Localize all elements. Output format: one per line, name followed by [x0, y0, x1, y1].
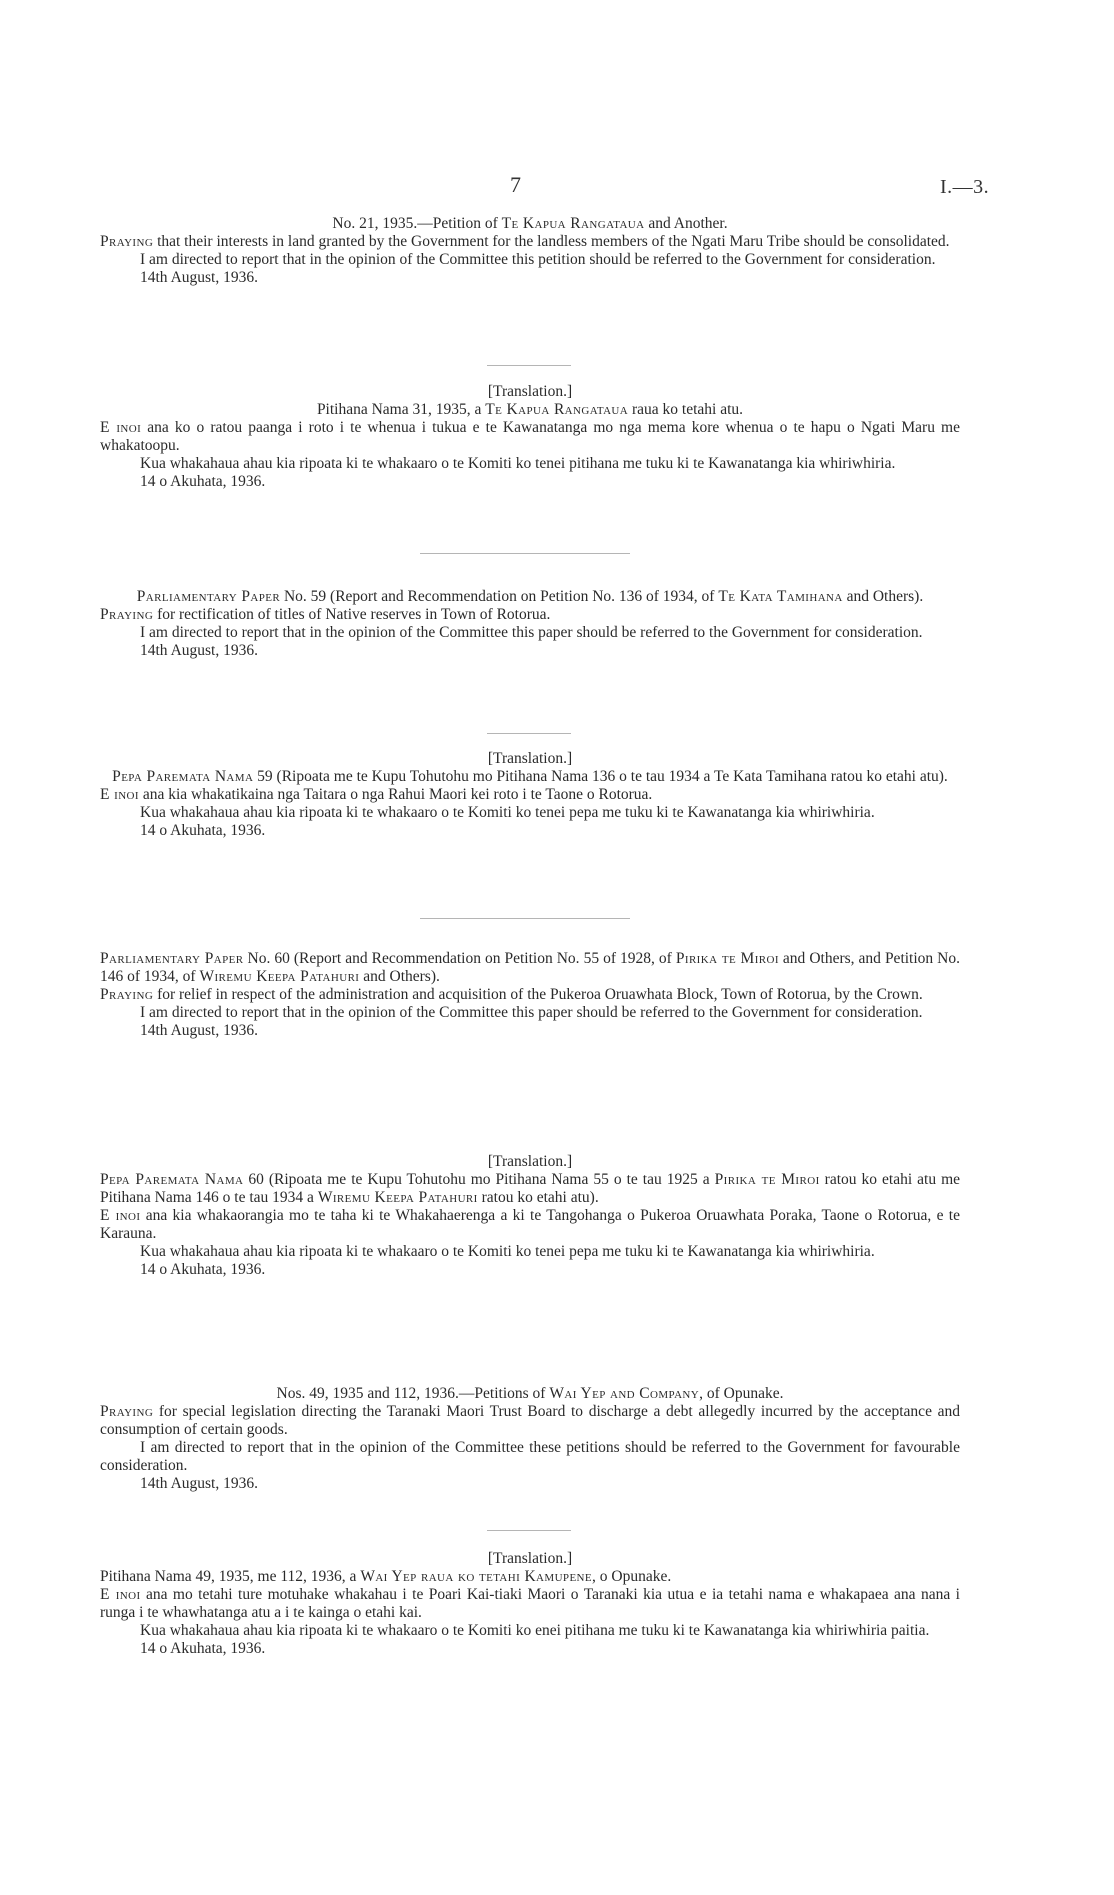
praying-paragraph: E inoi ana kia whakatikaina nga Taitara o nga Rahui Maori kei roto i te Taone o Rotorua.: [100, 786, 653, 803]
section-title: Pitihana Nama 49, 1935, me 112, 1936, a Wai Yep raua ko tetahi Kamupene, o Opunake.: [100, 1568, 672, 1585]
praying-paragraph: Praying that their interests in land granted by the Government for the landless members of the Ngati Maru Tribe should be consolidated.: [100, 233, 950, 250]
praying-paragraph: Praying for relief in respect of the administration and acquisition of the Pukeroa Oruawhata Block, Town of Rotorua, by the Crown.: [100, 986, 923, 1003]
petition-section: [100, 588, 960, 660]
section-date: 14 o Akuhata, 1936.: [140, 822, 266, 839]
petition-section: [100, 215, 960, 287]
section-divider: [487, 733, 571, 734]
section-title: Parliamentary Paper No. 59 (Report and Recommendation on Petition No. 136 of 1934, of Te Kata Tamihana and Others).: [136, 588, 924, 605]
translation-label: [Translation.]: [487, 750, 573, 767]
section-title: No. 21, 1935.—Petition of Te Kapua Rangataua and Another.: [332, 215, 728, 232]
section-date: 14th August, 1936.: [140, 1022, 258, 1039]
translation-section: [100, 1550, 960, 1658]
paper-reference: I.—3.: [940, 176, 990, 198]
section-divider: [420, 918, 630, 919]
section-date: 14th August, 1936.: [140, 642, 258, 659]
praying-paragraph: E inoi ana kia whakaorangia mo te taha ki te Whakahaerenga a ki te Tangohanga o Pukeroa Oruawhata Poraka, Taone o Rotorua, e te Karauna.: [100, 1207, 960, 1242]
directed-paragraph: I am directed to report that in the opinion of the Committee these petitions should be referred to the Government for favourable consideration.: [100, 1439, 960, 1474]
section-date: 14 o Akuhata, 1936.: [140, 1261, 266, 1278]
section-title: Pepa Paremata Nama 60 (Ripoata me te Kupu Tohutohu mo Pitihana Nama 55 o te tau 1925 a Pirika te Miroi ratou ko etahi atu me Pitihana Nama 146 o te tau 1934 a Wiremu Keepa Patahuri ratou ko etahi atu).: [100, 1171, 961, 1206]
praying-paragraph: Praying for special legislation directing the Taranaki Maori Trust Board to discharge a debt allegedly incurred by the acceptance and consumption of certain goods.: [100, 1403, 960, 1438]
directed-paragraph: Kua whakahaua ahau kia ripoata ki te whakaaro o te Komiti ko tenei pepa me tuku ki te Kawanatanga kia whiriwhiria.: [140, 1243, 875, 1260]
section-title: Nos. 49, 1935 and 112, 1936.—Petitions of Wai Yep and Company, of Opunake.: [276, 1385, 784, 1402]
praying-paragraph: E inoi ana mo tetahi ture motuhake whakahau i te Poari Kai-tiaki Maori o Taranaki kia utua e ia tetahi nama e whakapaea ana nana i runga i te whawhatanga atu a i te kainga o etahi kai.: [100, 1586, 960, 1621]
translation-section: [100, 1153, 960, 1279]
translation-label: [Translation.]: [487, 383, 573, 400]
section-title: Parliamentary Paper No. 60 (Report and Recommendation on Petition No. 55 of 1928, of Pirika te Miroi and Others, and Petition No. 146 of 1934, of Wiremu Keepa Patahuri and Others).: [100, 950, 961, 985]
petition-section: [100, 950, 960, 1040]
section-date: 14 o Akuhata, 1936.: [140, 473, 266, 490]
praying-paragraph: E inoi ana ko o ratou paanga i roto i te whenua i tukua e te Kawanatanga mo nga mema kore whenua o te hapu o Ngati Maru me whakatoopu.: [100, 419, 960, 454]
translation-label: [Translation.]: [487, 1153, 573, 1170]
section-date: 14 o Akuhata, 1936.: [140, 1640, 266, 1657]
directed-paragraph: I am directed to report that in the opinion of the Committee this paper should be referred to the Government for consideration.: [140, 1004, 923, 1021]
directed-paragraph: I am directed to report that in the opinion of the Committee this petition should be referred to the Government for consideration.: [140, 251, 936, 268]
section-date: 14th August, 1936.: [140, 1475, 258, 1492]
section-date: 14th August, 1936.: [140, 269, 258, 286]
translation-label: [Translation.]: [487, 1550, 573, 1567]
directed-paragraph: Kua whakahaua ahau kia ripoata ki te whakaaro o te Komiti ko tenei pitihana me tuku ki te Kawanatanga kia whiriwhiria.: [140, 455, 896, 472]
section-divider: [420, 553, 630, 554]
translation-section: [100, 383, 960, 491]
directed-paragraph: Kua whakahaua ahau kia ripoata ki te whakaaro o te Komiti ko enei pitihana me tuku ki te Kawanatanga kia whiriwhiria paitia.: [140, 1622, 930, 1639]
section-title: Pitihana Nama 31, 1935, a Te Kapua Rangataua raua ko tetahi atu.: [316, 401, 744, 418]
directed-paragraph: Kua whakahaua ahau kia ripoata ki te whakaaro o te Komiti ko tenei pepa me tuku ki te Kawanatanga kia whiriwhiria.: [140, 804, 875, 821]
section-divider: [487, 1530, 571, 1531]
petition-section: [100, 1385, 960, 1493]
praying-paragraph: Praying for rectification of titles of Native reserves in Town of Rotorua.: [100, 606, 551, 623]
translation-section: [100, 750, 960, 840]
section-title: Pepa Paremata Nama 59 (Ripoata me te Kupu Tohutohu mo Pitihana Nama 136 o te tau 1934 a Te Kata Tamihana ratou ko etahi atu).: [112, 768, 948, 785]
directed-paragraph: I am directed to report that in the opinion of the Committee this paper should be referred to the Government for consideration.: [140, 624, 923, 641]
page-number: 7: [510, 172, 521, 197]
section-divider: [487, 365, 571, 366]
